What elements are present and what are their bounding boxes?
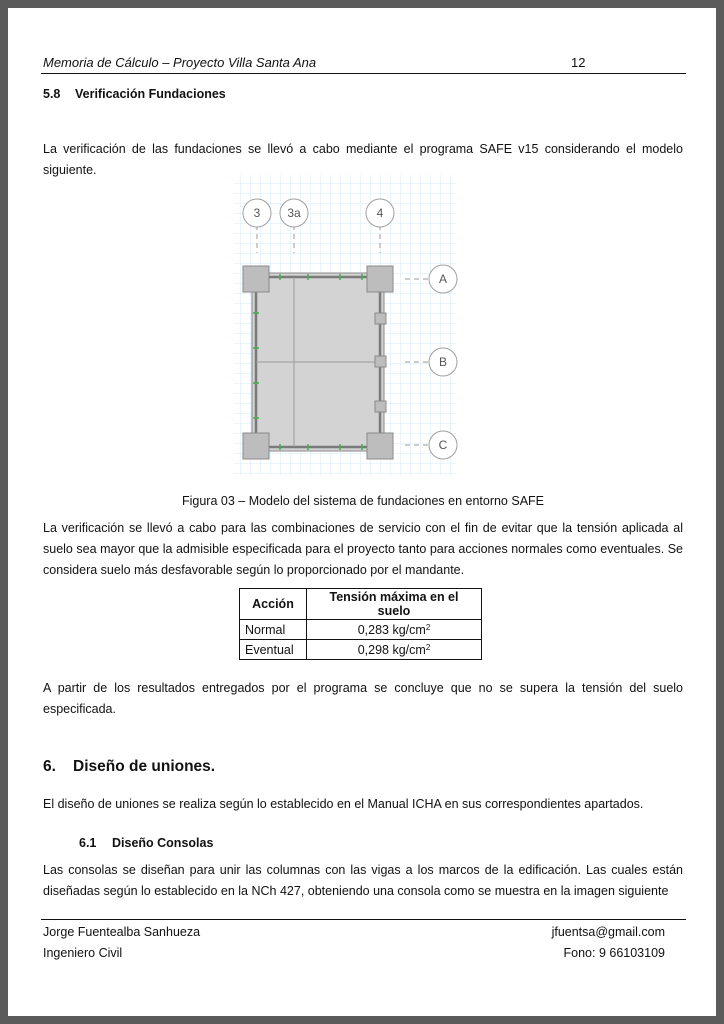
section-title: Diseño de uniones. xyxy=(73,758,216,775)
table-row xyxy=(240,640,482,660)
table-header-tension: Tensión máxima en el suelo xyxy=(307,589,482,620)
table-cell-tension xyxy=(307,620,482,640)
footer-rule xyxy=(41,919,686,920)
tension-value: 0,298 kg/cm xyxy=(357,642,426,657)
section-6-heading xyxy=(43,758,215,776)
table-row xyxy=(240,620,482,640)
header-title: Memoria de Cálculo – Proyecto Villa Santa Ana xyxy=(43,55,317,70)
footer-phone: Fono: 9 66103109 xyxy=(563,946,665,960)
header-rule xyxy=(41,73,686,74)
section-title: Verificación Fundaciones xyxy=(75,87,226,101)
section-title: Diseño Consolas xyxy=(112,836,214,850)
tension-exponent: 2 xyxy=(425,642,431,652)
section-6-1-text: Las consolas se diseñan para unir las columnas con las vigas a los marcos de la edificación. Las cuales están diseñadas según lo establecido en la NCh 427, obteniendo una consola como se muestra en la imagen siguiente xyxy=(43,863,683,898)
section-5-8-paragraph-2: La verificación se llevó a cabo para las combinaciones de servicio con el fin de evitar que la tensión aplicada al suelo sea mayor que la admisible especificada para el proyecto tanto para acciones normales como eventuales. Se considera suelo más desfavorable según lo proporcionado por el mandante. xyxy=(43,521,683,577)
figure-caption: Figura 03 – Modelo del sistema de fundaciones en entorno SAFE xyxy=(181,494,545,508)
grid-label-b: B xyxy=(438,355,448,369)
section-5-8-conclusion: A partir de los resultados entregados por el programa se concluye que no se supera la tensión del suelo especificada. xyxy=(43,681,683,716)
footer-role: Ingeniero Civil xyxy=(43,946,123,960)
grid-label-a: A xyxy=(438,272,448,286)
tension-value: 0,283 kg/cm xyxy=(357,622,426,637)
table-cell-accion: Normal xyxy=(240,620,307,640)
section-number: 6. xyxy=(43,758,56,775)
document-page xyxy=(8,8,716,1016)
section-5-8-heading xyxy=(43,87,226,101)
table-header-accion: Acción xyxy=(240,589,307,620)
footer-name: Jorge Fuentealba Sanhueza xyxy=(43,925,201,939)
section-6-1-heading xyxy=(79,836,213,850)
safe-model-figure xyxy=(230,173,460,478)
grid-label-3: 3 xyxy=(253,206,261,220)
grid-label-4: 4 xyxy=(376,206,384,220)
grid-label-3a: 3a xyxy=(287,206,301,220)
footer-left xyxy=(43,922,200,964)
table-cell-tension xyxy=(307,640,482,660)
footer-email: jfuentsa@gmail.com xyxy=(551,925,665,939)
tension-exponent: 2 xyxy=(425,622,431,632)
grid-label-c: C xyxy=(438,438,448,452)
section-5-8-intro: La verificación de las fundaciones se llevó a cabo mediante el programa SAFE v15 considerando el modelo siguiente. xyxy=(43,142,683,177)
section-number: 5.8 xyxy=(43,87,61,101)
footer-right xyxy=(468,922,665,964)
table-header-row xyxy=(240,589,482,620)
table-cell-accion: Eventual xyxy=(240,640,307,660)
section-6-intro: El diseño de uniones se realiza según lo establecido en el Manual ICHA en sus correspondientes apartados. xyxy=(43,797,644,811)
header-page-number: 12 xyxy=(571,55,586,70)
safe-model-drawing xyxy=(230,173,460,478)
section-number: 6.1 xyxy=(79,836,97,850)
soil-stress-table xyxy=(239,588,482,660)
